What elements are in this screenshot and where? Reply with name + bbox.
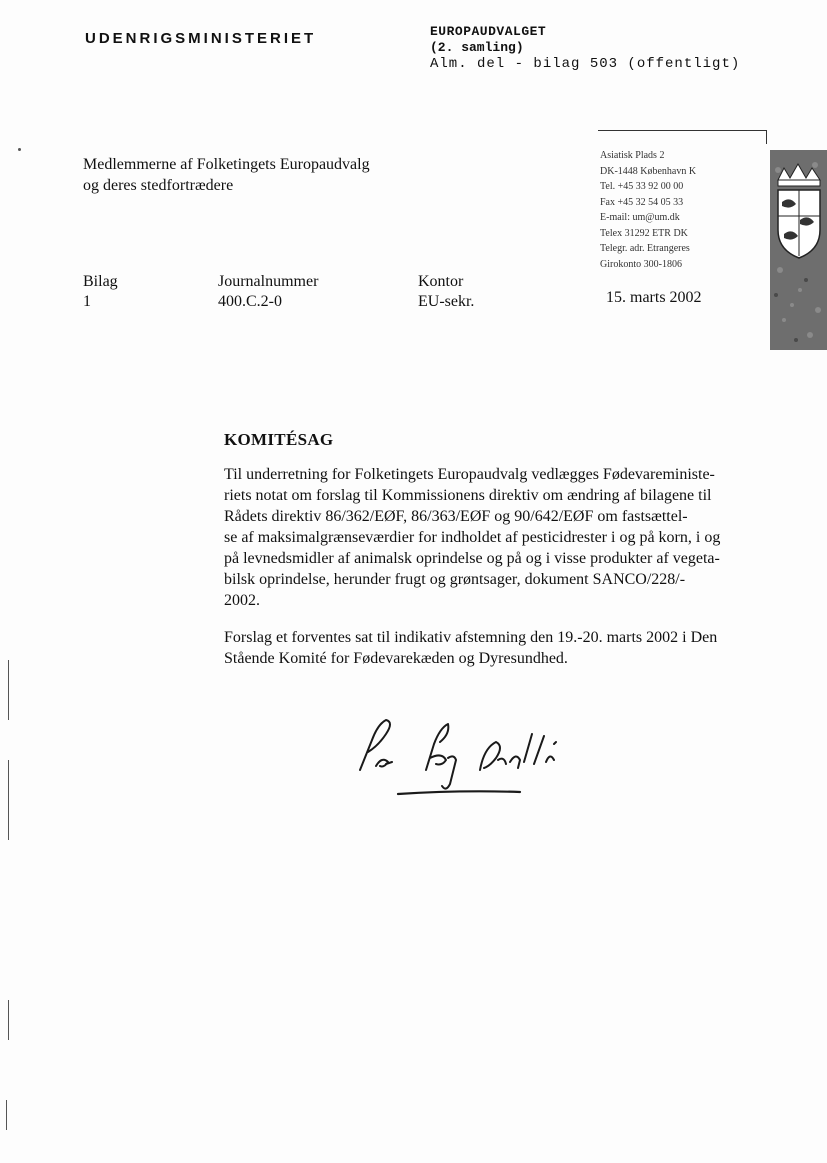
crest-emblem [770,150,827,350]
address-line: Tel. +45 33 92 00 00 [600,181,684,192]
recipient-line-2: og deres stedfortrædere [83,177,234,194]
kontor-field [418,272,474,312]
journal-value: 400.C.2-0 [218,293,282,310]
subject-heading: KOMITÉSAG [224,430,334,449]
journal-label: Journalnummer [218,273,319,290]
coat-of-arms-icon [770,150,827,350]
archive-stamp [430,24,740,72]
address-line: E-mail: um@um.dk [600,212,680,223]
text-line: 2002. [224,592,260,609]
scan-mark [18,148,21,151]
address-line: Asiatisk Plads 2 [600,150,665,161]
address-line: Girokonto 300-1806 [600,258,682,270]
text-line: se af maksimalgrænseværdier for indholdet af pesticidrester i og på korn, i og [224,529,721,546]
scan-mark [8,1000,9,1040]
address-line: DK-1448 København K [600,165,697,177]
handwritten-signature [350,712,580,807]
address-block [600,148,696,272]
text-line: Stående Komité for Fødevarekæden og Dyresundhed. [224,650,568,667]
text-line: Til underretning for Folketingets Europaudvalg vedlægges Fødevareministe- [224,466,715,483]
text-line: på levnedsmidler af animalsk oprindelse og på og i visse produkter af vegeta- [224,550,720,567]
address-line: Fax +45 32 54 05 33 [600,196,684,208]
kontor-label: Kontor [418,273,464,290]
text-line: bilsk oprindelse, herunder frugt og grøntsager, dokument SANCO/228/- [224,571,686,588]
stamp-line-1: EUROPAUDVALGET [430,24,547,39]
scan-mark [6,1100,7,1130]
text-line: Rådets direktiv 86/362/EØF, 86/363/EØF og 90/642/EØF om fastsættel- [224,508,688,525]
stamp-line-2: (2. samling) [430,40,524,55]
ministry-name: UDENRIGSMINISTERIET [85,30,317,47]
bilag-field [83,272,118,312]
bilag-label: Bilag [83,273,118,290]
bilag-value: 1 [83,293,91,310]
address-rule-tick [766,130,767,144]
address-line: Telex 31292 ETR DK [600,227,688,239]
scan-mark [8,660,9,720]
letter-date: 15. marts 2002 [606,289,702,306]
address-line: Telegr. adr. Etrangeres [600,243,690,254]
scan-mark [8,760,9,840]
body-paragraph-2 [224,627,772,669]
address-rule [598,130,766,131]
stamp-line-3: Alm. del - bilag 503 (offentligt) [430,56,741,72]
journal-field [218,272,318,312]
text-line: Forslag et forventes sat til indikativ afstemning den 19.-20. marts 2002 i Den [224,629,718,646]
signature-icon [350,712,580,802]
kontor-value: EU-sekr. [418,293,475,310]
text-line: riets notat om forslag til Kommissionens direktiv om ændring af bilagene til [224,487,712,504]
recipient-block [83,154,370,196]
recipient-line-1: Medlemmerne af Folketingets Europaudvalg [83,156,370,173]
body-paragraph-1 [224,464,772,611]
